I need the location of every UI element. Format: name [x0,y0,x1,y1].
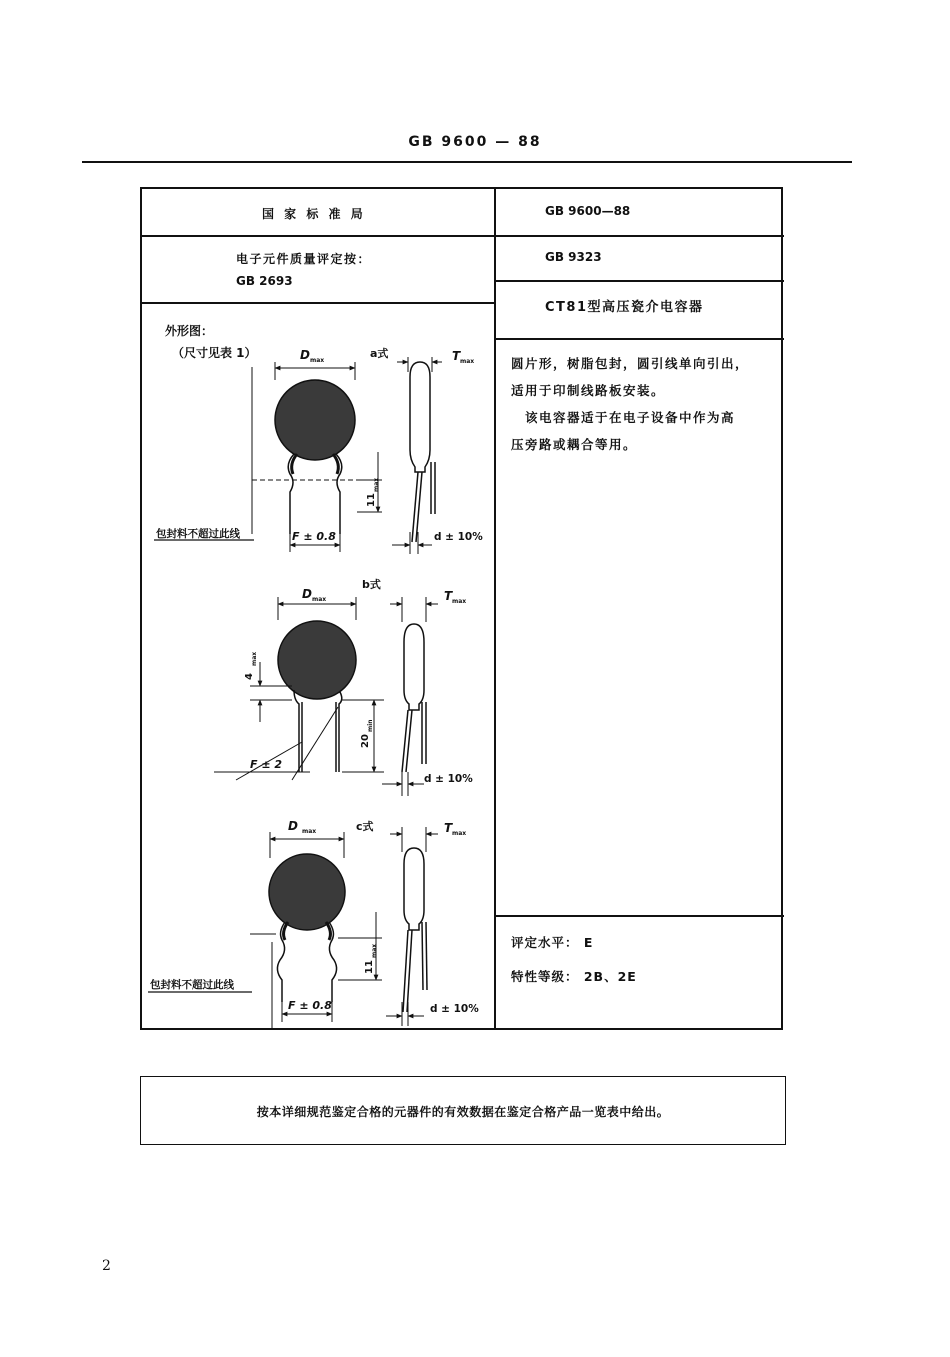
outline-note: （尺寸见表 1） [172,346,257,360]
doc-number: GB 9600—88 [545,204,631,218]
style-a-side-view [392,357,442,554]
dim-T-label: T [444,589,453,603]
dim-d-label: d ± 10% [430,1003,479,1015]
dim-F-label: F ± 0.8 [288,999,332,1012]
description-line: 压旁路或耦合等用。 [511,437,638,452]
encap-limit-label: 包封料不超过此线 [156,528,240,540]
description-line: 该电容器适于在电子设备中作为高 [511,410,736,425]
description-line: 适用于印制线路板安装。 [511,383,666,398]
style-c-front-view [148,832,382,1028]
dim-d-label: d ± 10% [434,531,483,543]
header-rule [82,161,852,163]
dim-4-label: 4 [244,673,255,680]
description-line: 圆片形，树脂包封，圆引线单向引出， [511,356,750,371]
dim-D-label: D [300,348,310,362]
style-b-front-view [214,597,384,780]
outline-drawings [142,302,492,1028]
assessment-level: 评定水平： E [511,935,594,950]
dim-4-sub-label: max [251,651,258,666]
characteristic-grade: 特性等级： 2B、2E [511,969,637,984]
dim-20-sub-label: min [367,719,374,732]
style-b-side-view [382,597,438,796]
dim-D-sub-label: max [310,357,325,364]
authority-name: 国 家 标 准 局 [262,207,366,221]
dim-d-label: d ± 10% [424,773,473,785]
row-divider-right-4 [494,915,784,917]
assessment-basis-code: GB 2693 [236,274,293,288]
document-header: GB 9600 — 88 [408,134,542,150]
style-c-label: c式 [356,820,374,833]
product-title: CT81型高压瓷介电容器 [545,300,704,315]
dim-T-sub-label: max [460,358,475,365]
dim-20-label: 20 [360,734,371,748]
dim-T-label: T [444,821,453,835]
row-divider-left-1 [142,235,494,237]
row-divider-right-2 [494,280,784,282]
dim-11-label: 11 [364,960,375,974]
outline-label: 外形图： [165,324,214,338]
page-number: 2 [102,1258,111,1274]
dim-D-sub-label: max [302,828,317,835]
style-c-side-view [386,827,438,1026]
row-divider-right-1 [494,235,784,237]
product-description [511,350,786,458]
dim-D-label: D [288,819,298,833]
dim-T-label: T [452,349,461,363]
dim-T-sub-label: max [452,598,467,605]
sectional-spec: GB 9323 [545,250,602,264]
column-divider [494,189,496,1029]
note-text: 按本详细规范鉴定合格的元器件的有效数据在鉴定合格产品一览表中给出。 [256,1105,670,1119]
style-a-label: a式 [370,347,389,360]
assessment-basis-label: 电子元件质量评定按： [236,252,372,266]
dim-D-label: D [302,587,312,601]
dim-F-label: F ± 2 [250,758,283,771]
dim-F-label: F ± 0.8 [292,530,336,543]
encap-limit-label: 包封料不超过此线 [150,979,234,991]
dim-T-sub-label: max [452,830,467,837]
style-a-front-view [154,362,382,552]
dim-D-sub-label: max [312,596,327,603]
style-b-label: b式 [362,578,381,591]
dim-11-sub-label: max [371,943,378,958]
dim-11-label: 11 [366,493,377,507]
row-divider-right-3 [494,338,784,340]
dim-11-sub-label: max [373,477,380,492]
